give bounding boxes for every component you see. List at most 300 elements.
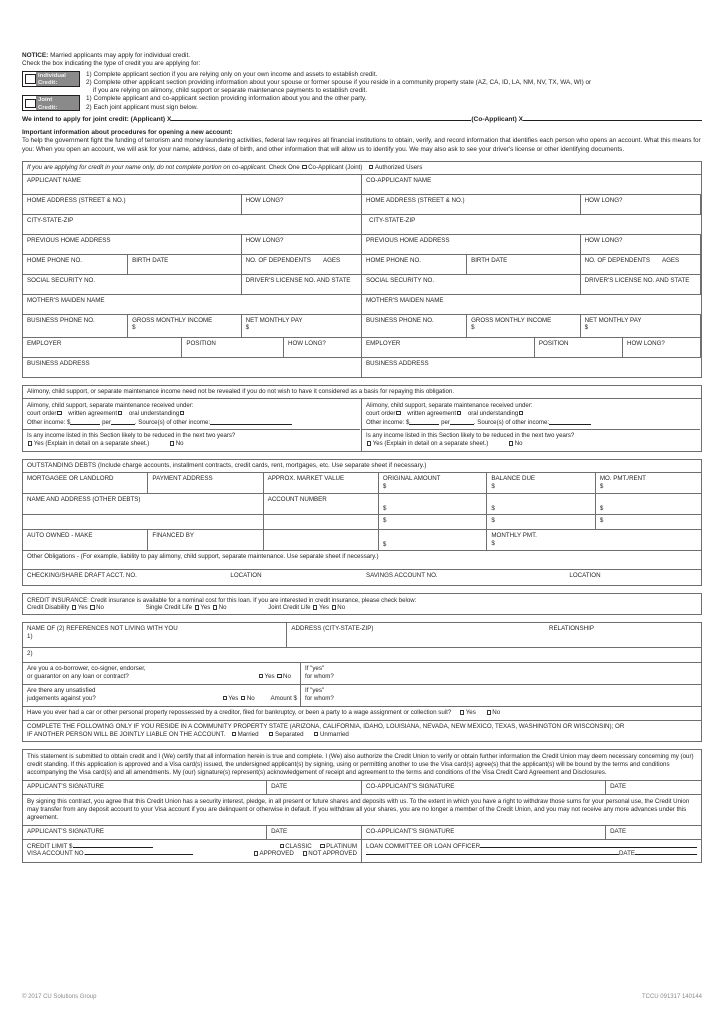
- authorized-users-checkbox[interactable]: [369, 165, 373, 169]
- applicant-phone-group: [23, 255, 362, 274]
- references-questions-section: [22, 622, 702, 742]
- balance-due-dollar-1: $: [491, 482, 495, 490]
- coapplicant-ssn-field[interactable]: [362, 275, 581, 294]
- checking-account-field[interactable]: [23, 570, 226, 585]
- coapplicant-oral-understanding-checkbox[interactable]: [519, 411, 523, 415]
- coapplicant-previous-address-field[interactable]: [362, 235, 581, 254]
- coapplicant-position-label: POSITION: [538, 339, 569, 347]
- applicant-table-header-cell: [23, 162, 701, 174]
- applicant-previous-address-howlong-label: HOW LONG?: [245, 236, 284, 244]
- coborrower-no-label: No: [283, 672, 291, 680]
- coapplicant-written-agreement-checkbox[interactable]: [457, 411, 461, 415]
- joint-credit-checkbox[interactable]: [25, 99, 36, 109]
- judgements-yes-label: Yes: [228, 694, 239, 702]
- auto-blank-field[interactable]: [264, 530, 379, 550]
- applicant-joint-signature-line[interactable]: [171, 114, 471, 121]
- coapplicant-home-phone-label: HOME PHONE NO.: [366, 256, 422, 264]
- repossession-no-checkbox[interactable]: [487, 710, 491, 714]
- judgements-if-yes-label: If "yes": [304, 687, 325, 695]
- not-approved-checkbox[interactable]: [303, 851, 307, 855]
- applicant-information-table: [22, 161, 702, 378]
- coapplicant-per-period-input[interactable]: [450, 424, 474, 425]
- mo-pmt-label: MO. PMT./RENT: [599, 475, 646, 483]
- joint-credit-life-no-label: No: [337, 604, 346, 612]
- alimony-notice-row: [23, 386, 701, 400]
- individual-credit-item-2: 2) Complete other applicant section providing information about your spouse or former spouse if you reside in a community property state (AZ, CA, ID, LA, NM, NV, TX, WA, WI) or: [86, 79, 592, 87]
- important-info-heading: Important information about procedures for opening a new account:: [22, 129, 233, 137]
- cert-coapplicant-signature-label: CO-APPLICANT'S SIGNATURE: [365, 783, 455, 791]
- coapplicant-dl-label: DRIVER'S LICENSE NO. AND STATE: [584, 276, 690, 284]
- coapplicant-maiden-name-field[interactable]: [362, 295, 701, 314]
- reference-row-2-marker: 2): [27, 650, 33, 658]
- individual-credit-label-line1: Individual: [38, 72, 66, 79]
- notice-line-1: [22, 52, 702, 60]
- auto-original-amount-dollar: $: [382, 540, 387, 548]
- visa-account-row: [27, 850, 357, 858]
- joint-credit-tag[interactable]: [22, 95, 80, 111]
- applicant-previous-address-howlong-field[interactable]: [242, 235, 362, 254]
- loan-date-input[interactable]: [635, 854, 697, 855]
- single-credit-life-label: Single Credit Life: [145, 604, 192, 612]
- coborrower-question-line2: or guarantor on any loan or contract?: [27, 672, 129, 680]
- outstanding-debts-section: [22, 459, 702, 586]
- auto-owned-field[interactable]: [23, 530, 148, 550]
- coborrower-yes-checkbox[interactable]: [259, 674, 263, 678]
- applicant-position-label: POSITION: [186, 339, 216, 347]
- coapplicant-income-reduce-yes-label: Yes (Explain in detail on a separate sheet.): [372, 440, 489, 448]
- credit-disability-no-checkbox[interactable]: [90, 605, 94, 609]
- name-row: [23, 175, 701, 195]
- applicant-table-header-row: [23, 162, 701, 175]
- coapplicant-dependents-field[interactable]: [581, 255, 701, 274]
- credit-disability-yes-checkbox[interactable]: [72, 605, 76, 609]
- coapplicant-alimony-divider: [362, 429, 700, 430]
- market-value-field[interactable]: [264, 473, 379, 493]
- credit-type-individual[interactable]: [22, 71, 702, 96]
- classic-checkbox[interactable]: [280, 844, 284, 848]
- other-obligations-label: Other Obligations - (For example, liability to pay alimony, child support, separate maintenance. Use separate sheet if necessary.): [27, 553, 379, 561]
- account-number-field-1[interactable]: [264, 494, 379, 514]
- individual-credit-items: [80, 71, 702, 96]
- single-credit-life-yes-checkbox[interactable]: [195, 605, 199, 609]
- coapplicant-court-order-checkbox[interactable]: [396, 411, 400, 415]
- applicant-per-period-input[interactable]: [111, 424, 135, 425]
- employer-row: [23, 338, 701, 358]
- credit-insurance-heading: CREDIT INSURANCE: Credit insurance is available for a nominal cost for this loan. If you are interested in credit insurance, please check below:: [27, 596, 417, 604]
- applicant-other-income-amount-input[interactable]: [70, 424, 100, 425]
- applicant-gross-income-dollar: $: [132, 324, 136, 332]
- judgements-no-checkbox[interactable]: [241, 696, 245, 700]
- applicant-business-phone-field[interactable]: [23, 315, 128, 337]
- joint-credit-items: [80, 95, 702, 111]
- cert-applicant-date-field[interactable]: [267, 781, 362, 794]
- individual-credit-tag[interactable]: [22, 71, 80, 87]
- form-id-text: TCCU 091317 140144: [641, 994, 702, 1000]
- coapplicant-previous-address-howlong-field[interactable]: [581, 235, 701, 254]
- coapplicant-sources-input[interactable]: [549, 424, 591, 425]
- loan-date-row: [366, 850, 697, 858]
- mo-pmt-field-3[interactable]: [596, 515, 701, 529]
- applicant-city-state-zip-field[interactable]: [23, 215, 362, 234]
- coapplicant-name-field[interactable]: [362, 175, 701, 194]
- coapplicant-sources-label: . Source(s) of other income:: [473, 418, 550, 426]
- joint-intent-coapplicant: (Co-Applicant): [471, 116, 517, 124]
- classic-label: CLASSIC: [285, 842, 312, 850]
- judgements-question-line2-row: [27, 695, 297, 703]
- applicant-position-field[interactable]: [182, 338, 284, 357]
- separated-label: Separated: [274, 730, 304, 738]
- credit-limit-label: CREDIT LIMIT $: [27, 842, 73, 850]
- community-property-field: [23, 721, 701, 741]
- applicant-oral-understanding-checkbox[interactable]: [180, 411, 184, 415]
- applicant-income-reduce-question: Is any income listed in this Section likely to be reduced in the next two years?: [27, 431, 236, 439]
- individual-credit-label: [36, 72, 79, 86]
- sec-coapplicant-signature-field[interactable]: [362, 826, 606, 839]
- credit-disability-label: Credit Disability: [27, 604, 70, 612]
- original-amount-field-2[interactable]: [379, 494, 487, 514]
- credit-disability-no-label: No: [96, 604, 104, 612]
- repossession-yes-label: Yes: [465, 709, 476, 717]
- reference-2-row: [23, 648, 701, 663]
- not-approved-label: NOT APPROVED: [308, 850, 357, 858]
- applicant-home-address-howlong-field[interactable]: [242, 195, 362, 214]
- approval-group: [253, 850, 357, 858]
- coapplicant-birth-date-field[interactable]: [467, 255, 581, 274]
- applicant-employer-field[interactable]: [23, 338, 182, 357]
- applicant-previous-address-field[interactable]: [23, 235, 242, 254]
- individual-credit-item-1: 1) Complete applicant section if you are relying only on your own income and assets to establish credit.: [86, 70, 378, 78]
- coborrower-for-whom-label: for whom?: [304, 672, 334, 680]
- original-amount-label: ORIGINAL AMOUNT: [382, 475, 441, 483]
- applicant-alimony-received-under: Alimony, child support, separate maintenance received under:: [27, 401, 194, 409]
- original-amount-field-3[interactable]: [379, 515, 487, 529]
- coapplicant-home-address-field[interactable]: [362, 195, 581, 214]
- savings-location-field[interactable]: [565, 570, 701, 585]
- auto-owned-row: [23, 530, 701, 551]
- applicant-home-address-howlong-label: HOW LONG?: [245, 196, 284, 204]
- applicant-home-phone-field[interactable]: [23, 255, 128, 274]
- coapplicant-alimony-types: [366, 410, 697, 418]
- coapplicant-home-address-howlong-label: HOW LONG?: [584, 196, 623, 204]
- applicant-sources-input[interactable]: [210, 424, 292, 425]
- page-footer: [22, 994, 702, 1000]
- balance-due-field-1[interactable]: [487, 473, 595, 493]
- coapplicant-other-income-amount-input[interactable]: [409, 424, 439, 425]
- original-amount-field-1[interactable]: [379, 473, 487, 493]
- city-state-zip-row: [23, 215, 701, 235]
- coapplicant-gross-income-field[interactable]: [467, 315, 581, 337]
- applicant-home-address-field[interactable]: [23, 195, 242, 214]
- joint-credit-intent-row: [22, 114, 702, 124]
- applicant-ssn-group: [23, 275, 362, 294]
- single-credit-life-yes-label: Yes: [200, 604, 211, 612]
- applicant-net-pay-label: NET MONTHLY PAY: [245, 316, 303, 324]
- coapplicant-home-address-howlong-field[interactable]: [581, 195, 701, 214]
- applicant-birth-date-field[interactable]: [128, 255, 242, 274]
- community-property-line2: IF ANOTHER PERSON WILL BE JOINTLY LIABLE ON THE ACCOUNT.: [27, 730, 226, 738]
- name-address-other-debts-field[interactable]: [23, 494, 264, 514]
- applicant-ssn-field[interactable]: [23, 275, 242, 294]
- applicant-employer-group: [23, 338, 362, 357]
- references-name-header: NAME OF (2) REFERENCES NOT LIVING WITH YOU: [27, 625, 178, 633]
- applicant-income-reduce-no-checkbox[interactable]: [170, 441, 174, 445]
- coapplicant-employer-label: EMPLOYER: [366, 339, 401, 347]
- coapplicant-home-phone-field[interactable]: [362, 255, 467, 274]
- cert-applicant-date-label: DATE: [271, 783, 288, 791]
- repossession-question-field: [23, 707, 701, 720]
- account-number-label: ACCOUNT NUMBER: [267, 496, 327, 504]
- coapplicant-business-phone-field[interactable]: [362, 315, 467, 337]
- certification-paragraph: This statement is submitted to obtain credit and I (We) certify that all information herein is true and complete. I (We) also authorize the Credit Union to verify or obtain further information the Credit Union may deem necessary concerning my (our) credit standing. If this application is approved and a Visa card(s) issued, the undersigned applicant(s) by signing, using or permitting another to use the Visa card(s) agree(s) that the applicant(s) will be bound by the terms and conditions accompanying the Visa card(s) and all amendments. My (our) signature(s) represent(s) acknowledgement of receipt and agreement to the terms and conditions of the Visa Credit Card Agreement and Disclosures.: [27, 752, 694, 777]
- applicant-name-field[interactable]: [23, 175, 362, 194]
- repossession-question-row: [23, 707, 701, 721]
- cert-coapplicant-signature-field[interactable]: [362, 781, 606, 794]
- applicant-per-label: per: [102, 418, 111, 426]
- original-amount-dollar-3: $: [382, 517, 387, 525]
- community-property-line1: COMPLETE THE FOLLOWING ONLY IF YOU RESIDE IN A COMMUNITY PROPERTY STATE (ARIZONA, CALIFORNIA, IDAHO, LOUISIANA, NEVADA, NEW MEXICO, TEXAS, WASHINGTON OR WISCONSIN); OR: [27, 723, 625, 731]
- judgements-question-line1: Are there any unsatisfied: [27, 687, 96, 695]
- loan-committee-row: [366, 843, 697, 851]
- coapplicant-per-label: per: [441, 418, 450, 426]
- applicant-maiden-name-label: MOTHER'S MAIDEN NAME: [27, 296, 105, 304]
- accounts-row: [23, 570, 701, 585]
- applicant-other-income-line: [27, 419, 357, 427]
- reference-1-relationship-field[interactable]: [545, 623, 701, 647]
- coapplicant-net-pay-label: NET MONTHLY PAY: [584, 316, 642, 324]
- credit-type-options: [22, 71, 702, 113]
- co-applicant-joint-option: Co-Applicant (Joint): [308, 164, 363, 172]
- sec-applicant-date-label: DATE: [271, 828, 288, 836]
- judgements-question-field: [23, 685, 301, 706]
- financed-by-label: FINANCED BY: [152, 532, 195, 540]
- coapplicant-previous-address-label: PREVIOUS HOME ADDRESS: [366, 236, 450, 244]
- coapplicant-income-reduce-answers: [366, 440, 697, 448]
- debts-heading-row: [23, 460, 701, 473]
- balance-due-field-2[interactable]: [487, 494, 595, 514]
- coapplicant-ssn-group: [362, 275, 701, 294]
- applicant-employer-howlong-field[interactable]: [284, 338, 362, 357]
- visa-account-input[interactable]: [85, 854, 193, 855]
- credit-insurance-row: [23, 594, 701, 614]
- coborrower-for-whom-field[interactable]: [301, 663, 701, 684]
- applicant-written-agreement-checkbox[interactable]: [118, 411, 122, 415]
- cert-applicant-signature-field[interactable]: [23, 781, 267, 794]
- important-info-body: To help the government fight the funding of terrorism and money laundering activities, federal law requires all financial institutions to obtain, verify, and record information that identifies each person who opens an account. What this means for you: When you open an account, we will ask for your name, address, date of birth, and other information that will allow us to identify you. We may also ask to see your driver's license or other identifying documents.: [22, 137, 701, 153]
- other-debts-row-1: [23, 494, 701, 515]
- applicant-business-address-field[interactable]: [23, 358, 362, 377]
- applicant-dl-field[interactable]: [242, 275, 362, 294]
- sec-applicant-signature-label: APPLICANT'S SIGNATURE: [27, 828, 105, 836]
- joint-credit-life-no-checkbox[interactable]: [332, 605, 336, 609]
- credit-limit-input[interactable]: [73, 847, 153, 848]
- coapplicant-joint-signature-line[interactable]: [523, 114, 702, 121]
- coapplicant-maiden-name-label: MOTHER'S MAIDEN NAME: [366, 296, 444, 304]
- applicant-gross-income-field[interactable]: [128, 315, 242, 337]
- reference-1-field[interactable]: [23, 623, 287, 647]
- monthly-pmt-field[interactable]: [487, 530, 701, 550]
- applicant-written-agreement-label: written agreement: [68, 410, 118, 418]
- joint-credit-life-yes-label: Yes: [318, 604, 329, 612]
- coapplicant-alimony-received-under: Alimony, child support, separate maintenance received under:: [366, 401, 533, 409]
- applicant-employer-howlong-label: HOW LONG?: [288, 339, 326, 347]
- coapplicant-alimony-block: [362, 399, 701, 451]
- coapplicant-gross-income-label: GROSS MONTHLY INCOME: [471, 316, 552, 324]
- debts-column-header-row: [23, 473, 701, 494]
- other-obligations-field[interactable]: [23, 551, 701, 569]
- auto-original-amount-field[interactable]: [379, 530, 487, 550]
- applicant-income-reduce-yes-checkbox[interactable]: [28, 441, 32, 445]
- savings-location-label: LOCATION: [569, 572, 601, 580]
- payment-address-label: PAYMENT ADDRESS: [152, 475, 213, 483]
- coapplicant-other-income-line: [366, 419, 697, 427]
- notice-label: NOTICE:: [22, 52, 49, 59]
- applicant-maiden-name-field[interactable]: [23, 295, 362, 314]
- balance-due-field-3[interactable]: [487, 515, 595, 529]
- judgements-yes-checkbox[interactable]: [223, 696, 227, 700]
- individual-credit-checkbox[interactable]: [25, 74, 36, 84]
- repossession-yes-checkbox[interactable]: [460, 710, 464, 714]
- certification-paragraph-row: [23, 750, 701, 781]
- single-credit-life-no-checkbox[interactable]: [213, 605, 217, 609]
- applicant-income-reduce-yes-label: Yes (Explain in detail on a separate sheet.): [33, 440, 150, 448]
- coapplicant-employer-howlong-label: HOW LONG?: [627, 339, 665, 347]
- alimony-section: [22, 385, 702, 452]
- balance-due-label: BALANCE DUE: [491, 475, 536, 483]
- applicant-oral-understanding-label: oral understanding: [128, 410, 180, 418]
- applicant-previous-address-label: PREVIOUS HOME ADDRESS: [27, 236, 111, 244]
- approved-label: APPROVED: [259, 850, 294, 858]
- visa-account-label: VISA ACCOUNT NO.: [27, 850, 86, 858]
- applicant-ssn-label: SOCIAL SECURITY NO.: [27, 276, 96, 284]
- individual-credit-item-3: if you are relying on alimony, child support or separate maintenance payments to establish credit.: [93, 87, 368, 95]
- sec-coapplicant-signature-label: CO-APPLICANT'S SIGNATURE: [365, 828, 455, 836]
- account-number-field-2[interactable]: [264, 515, 379, 529]
- credit-disability-yes-label: Yes: [77, 604, 88, 612]
- judgements-answer-group: [222, 695, 297, 703]
- savings-account-label: SAVINGS ACCOUNT NO.: [365, 572, 438, 580]
- applicant-income-group: [23, 315, 362, 337]
- loan-committee-input[interactable]: [480, 847, 697, 848]
- applicant-court-order-checkbox[interactable]: [57, 411, 61, 415]
- cert-coapplicant-date-label: DATE: [610, 783, 627, 791]
- judgements-for-whom-label: for whom?: [304, 694, 334, 702]
- coapplicant-business-address-field[interactable]: [362, 358, 701, 377]
- mo-pmt-field-1[interactable]: [596, 473, 701, 493]
- coapplicant-position-field[interactable]: [535, 338, 623, 357]
- sec-applicant-date-field[interactable]: [267, 826, 362, 839]
- credit-insurance-section: [22, 593, 702, 615]
- coborrower-if-yes-label: If "yes": [304, 665, 325, 673]
- maiden-name-row: [23, 295, 701, 315]
- alimony-detail-row: [23, 399, 701, 451]
- mo-pmt-dollar-3: $: [599, 517, 604, 525]
- repossession-no-label: No: [492, 709, 501, 717]
- coapplicant-birth-date-label: BIRTH DATE: [471, 256, 508, 264]
- auto-owned-label: AUTO OWNED - MAKE: [27, 532, 93, 540]
- mortgagee-field[interactable]: [23, 473, 148, 493]
- reference-2-field[interactable]: [23, 648, 701, 662]
- coapplicant-employer-howlong-field[interactable]: [623, 338, 701, 357]
- reference-1-address-field[interactable]: [287, 623, 545, 647]
- judgements-question-row: [23, 685, 701, 707]
- single-credit-life-no-label: No: [218, 604, 227, 612]
- applicant-signature-x: X: [166, 116, 172, 124]
- joint-credit-life-yes-checkbox[interactable]: [313, 605, 317, 609]
- applicant-home-address-group: [23, 195, 362, 214]
- coapplicant-employer-field[interactable]: [362, 338, 535, 357]
- previous-home-address-row: [23, 235, 701, 255]
- debts-heading: OUTSTANDING DEBTS (Include charge accounts, installment contracts, credit cards, rent, mortgages, etc. Use separate sheet if necessary.): [27, 461, 427, 469]
- co-applicant-joint-checkbox[interactable]: [302, 165, 306, 169]
- mo-pmt-dollar-2: $: [599, 504, 604, 512]
- coapplicant-dl-field[interactable]: [581, 275, 701, 294]
- joint-credit-life-label: Joint Credit Life: [268, 604, 311, 612]
- certification-section: [22, 749, 702, 863]
- coapplicant-income-reduce-no-checkbox[interactable]: [509, 441, 513, 445]
- checking-location-field[interactable]: [226, 570, 362, 585]
- joint-credit-label: [36, 96, 79, 110]
- married-checkbox[interactable]: [232, 732, 236, 736]
- mo-pmt-field-2[interactable]: [596, 494, 701, 514]
- applicant-dependents-field[interactable]: [242, 255, 362, 274]
- judgements-for-whom-field[interactable]: [301, 685, 701, 706]
- sec-coapplicant-date-field[interactable]: [606, 826, 701, 839]
- cert-applicant-signature-label: APPLICANT'S SIGNATURE: [27, 783, 105, 791]
- notice-block: [22, 0, 702, 154]
- other-debts-row-2: [23, 515, 701, 530]
- platinum-checkbox[interactable]: [320, 844, 324, 848]
- applicant-alimony-divider: [23, 429, 360, 430]
- judgements-question-line2: judgements against you?: [27, 694, 96, 702]
- monthly-pmt-label: MONTHLY PMT.: [491, 532, 537, 540]
- sec-applicant-signature-field[interactable]: [23, 826, 267, 839]
- applicant-net-pay-dollar: $: [245, 324, 250, 332]
- loan-officer-continuation-input[interactable]: [366, 854, 619, 855]
- coapplicant-city-state-zip-field[interactable]: [362, 215, 701, 234]
- approved-checkbox[interactable]: [254, 851, 258, 855]
- joint-credit-item-2: 2) Each joint applicant must sign below.: [86, 103, 198, 111]
- name-address-other-debts-label: NAME AND ADDRESS (OTHER DEBTS): [27, 496, 141, 504]
- coapplicant-income-reduce-question: Is any income listed in this Section likely to be reduced in the next two years?: [366, 431, 575, 439]
- coapplicant-income-reduce-yes-checkbox[interactable]: [367, 441, 371, 445]
- coapplicant-employer-group: [362, 338, 701, 357]
- coapplicant-oral-understanding-label: oral understanding: [467, 410, 519, 418]
- separated-checkbox[interactable]: [269, 732, 273, 736]
- certification-signature-row: [23, 781, 701, 795]
- applicant-table-check-one: Check One: [268, 164, 300, 172]
- judgements-amount-label[interactable]: Amount $: [270, 694, 297, 702]
- applicant-net-pay-field[interactable]: [242, 315, 362, 337]
- repossession-question-label: Have you ever had a car or other personal property repossessed by a creditor, filed for bankruptcy, or been a party to a wage assignment or collection suit?: [27, 709, 452, 717]
- monthly-pmt-dollar: $: [491, 539, 495, 547]
- cert-coapplicant-date-field[interactable]: [606, 781, 701, 794]
- ssn-dl-row: [23, 275, 701, 295]
- name-address-other-debts-field-2[interactable]: [23, 515, 264, 529]
- coapplicant-net-pay-field[interactable]: [581, 315, 701, 337]
- coborrower-no-checkbox[interactable]: [277, 674, 281, 678]
- applicant-city-state-zip-label: CITY-STATE-ZIP: [27, 216, 74, 224]
- applicant-income-reduce-no-label: No: [175, 440, 184, 448]
- payment-address-field[interactable]: [148, 473, 263, 493]
- savings-account-field[interactable]: [362, 570, 565, 585]
- credit-type-joint[interactable]: [22, 95, 702, 112]
- applicant-dependents-label: NO. OF DEPENDENTS: [245, 256, 311, 264]
- coapplicant-signature-x: X: [518, 116, 524, 124]
- unmarried-checkbox[interactable]: [314, 732, 318, 736]
- notice-text-1: Married applicants may apply for individual credit.: [50, 52, 191, 59]
- applicant-business-phone-label: BUSINESS PHONE NO.: [27, 316, 95, 324]
- financed-by-field[interactable]: [148, 530, 263, 550]
